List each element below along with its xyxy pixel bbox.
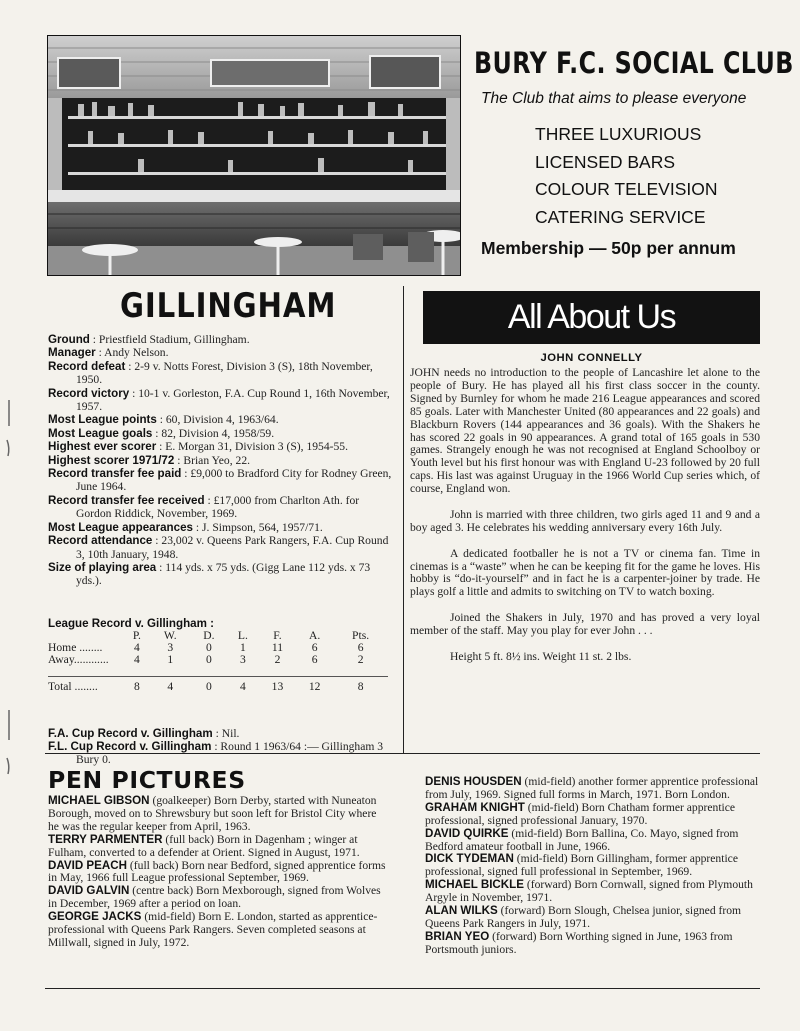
table-header: P. xyxy=(132,629,141,642)
record-attendance: Record attendance : 23,002 v. Queens Park Rangers, F.A. Cup Round 3, 10th January, 1948. xyxy=(48,534,389,561)
row-label: Away............ xyxy=(48,653,109,666)
table-cell: 1 xyxy=(240,641,246,654)
record-most-points: Most League points : 60, Division 4, 1963/64. xyxy=(48,413,279,427)
table-cell: 1 xyxy=(167,653,174,666)
pen-pictures-left-column xyxy=(48,795,388,950)
table-header: L. xyxy=(237,629,248,642)
table-cell: 0 xyxy=(205,653,212,666)
height-weight: Height 5 ft. 8½ ins. Weight 11 st. 2 lbs. xyxy=(450,649,632,663)
pen-picture: GEORGE JACKS (mid-field) Born E. London, started as apprentice-professional with Queens Park Rangers. Seven completed seasons at Millwall, signed in July, 1972. xyxy=(48,910,378,949)
pen-pictures-title: PEN PICTURES xyxy=(48,766,246,794)
record-most-goals: Most League goals : 82, Division 4, 1958/59. xyxy=(48,426,275,440)
about-banner-title: All About Us xyxy=(507,298,676,336)
record-playing-area: Size of playing area : 114 yds. x 75 yds. (Gigg Lane 112 yds. x 73 yds.). xyxy=(48,560,371,588)
table-cell: 2 xyxy=(274,653,281,666)
about-article xyxy=(410,367,760,677)
pen-picture: DAVID PEACH (full back) Born near Bedford, signed apprentice forms in May, 1966 full League professional September, 1969. xyxy=(48,858,386,885)
record-victory: Record victory : 10-1 v. Gorleston, F.A. Cup Round 1, 16th November, 1957. xyxy=(48,386,390,414)
feature-item: COLOUR TELEVISION xyxy=(535,179,718,199)
pen-picture: MICHAEL BICKLE (forward) Born Cornwall, signed from Plymouth Argyle in November, 1971. xyxy=(425,878,753,905)
table-header: D. xyxy=(203,629,215,642)
table-cell: 4 xyxy=(134,653,140,666)
pen-picture: TERRY PARMENTER (full back) Born in Dagenham ; winger at Fulham, converted to a defender at Orient. Signed in August, 1971. xyxy=(48,832,360,859)
record-fee-received: Record transfer fee received : £17,000 from Charlton Ath. for Gordon Riddick, November, 1969. xyxy=(48,493,360,521)
column-divider xyxy=(403,286,404,754)
social-club-bar-photo xyxy=(47,35,461,276)
table-header: F. xyxy=(273,629,282,642)
pen-picture: ALAN WILKS (forward) Born Slough, Chelsea junior, signed from Queens Park Rangers in July, 1971. xyxy=(425,904,742,930)
pen-picture: DENIS HOUSDEN (mid-field) another former apprentice professional from July, 1969. Signed full forms in March, 1971. Born London. xyxy=(425,775,759,801)
table-cell: 4 xyxy=(134,641,140,654)
player-name: JOHN CONNELLY xyxy=(540,352,643,364)
table-cell: 3 xyxy=(167,641,174,654)
pen-picture: BRIAN YEO (forward) Born Worthing signed in June, 1963 from Portsmouth juniors. xyxy=(425,929,733,956)
table-cell: 8 xyxy=(333,676,388,694)
table-cell: 6 xyxy=(311,653,318,666)
table-total-row xyxy=(48,676,388,694)
social-club-tagline: The Club that aims to please everyone xyxy=(481,90,747,107)
table-cell: 11 xyxy=(271,641,284,654)
table-cell: 3 xyxy=(240,653,246,666)
cup-records xyxy=(48,728,398,766)
record-manager: Manager : Andy Nelson. xyxy=(48,346,169,360)
bottom-divider xyxy=(45,988,760,989)
table-spacer xyxy=(48,666,388,676)
league-record-title: League Record v. Gillingham : xyxy=(48,617,214,630)
fa-cup-record: F.A. Cup Record v. Gillingham : Nil. xyxy=(48,727,240,740)
pen-pictures-right-column xyxy=(425,776,765,957)
table-cell: 0 xyxy=(191,676,227,694)
gillingham-title: GILLINGHAM xyxy=(120,286,337,326)
pen-picture: GRAHAM KNIGHT (mid-field) Born Chatham former apprentice professional, signed professional January, 1970. xyxy=(425,800,736,827)
fl-cup-record: F.L. Cup Record v. Gillingham : Round 1 1963/64 :— Gillingham 3 Bury 0. xyxy=(48,739,384,766)
table-cell: 6 xyxy=(311,641,318,654)
pen-picture: MICHAEL GIBSON (goalkeeper) Born Derby, started with Nuneaton Borough, moved on to Shrewsbury but soon left for Bristol City where he was the regular keeper from April, 1963. xyxy=(48,794,377,833)
record-highest-scorer: Highest ever scorer : E. Morgan 31, Division 3 (S), 1954-55. xyxy=(48,440,348,454)
article-paragraph: A dedicated footballer he is not a TV or cinema fan. Time in cinemas is a “waste” when he can be keeping fit for the game he loves. His hobby is “do-it-yourself” and in fact he is a carpenter-joiner by trade. He plays golf a little and admits to switching on TV to watch boxing. xyxy=(410,546,760,599)
margin-mark xyxy=(4,708,12,744)
row-label: Home ........ xyxy=(48,641,103,654)
record-defeat: Record defeat : 2-9 v. Notts Forest, Division 3 (S), 18th November, 1950. xyxy=(48,359,373,387)
article-paragraph: JOHN needs no introduction to the people of Lancashire let alone to the people of Bury. He has played all his first class soccer in the county. Signed by Burnley for whom he made 216 League appearances and scored 85 goals. Later with Manchester United (80 appearances and 22 goals) and Blackburn Rovers (144 appearances and 36 goals). With the Shakers he has scored 22 goals in 90 appearances. A grand total of 165 goals in 530 games. Strangely enough he was not recognised at England Schoolboy or Youth level but his first honour was with England U-23 followed by 20 full caps. His last was against Uruguay in the 1966 World Cup series which, of course, England won. xyxy=(410,366,760,496)
margin-mark xyxy=(4,398,12,434)
table-cell: 2 xyxy=(357,653,364,666)
record-season-scorer: Highest scorer 1971/72 : Brian Yeo, 22. xyxy=(48,453,251,467)
feature-item: CATERING SERVICE xyxy=(535,206,706,227)
social-club-features xyxy=(535,121,718,231)
record-ground: Ground : Priestfield Stadium, Gillingham. xyxy=(48,333,250,346)
pen-picture: DAVID GALVIN (centre back) Born Mexborough, signed from Wolves in December, 1969 after a period on loan. xyxy=(48,884,381,911)
membership-price: Membership — 50p per annum xyxy=(481,238,736,258)
table-cell: 13 xyxy=(259,676,296,694)
article-paragraph: John is married with three children, two girls aged 11 and 9 and a boy aged 3. He celebrates his wedding anniversary every 16th July. xyxy=(410,507,760,534)
social-club-title: BURY F.C. SOCIAL CLUB xyxy=(474,46,794,80)
pen-picture: DAVID QUIRKE (mid-field) Born Ballina, Co. Mayo, signed from Bedford amateur football in June, 1966. xyxy=(425,826,739,853)
table-header: A. xyxy=(308,629,321,642)
feature-item: THREE LUXURIOUS xyxy=(535,124,702,144)
table-cell: 12 xyxy=(296,676,333,694)
table-row xyxy=(48,654,388,666)
record-fee-paid: Record transfer fee paid : £9,000 to Bradford City for Rodney Green, June 1964. xyxy=(48,467,392,494)
record-appearances: Most League appearances : J. Simpson, 564, 1957/71. xyxy=(48,520,323,534)
feature-item: LICENSED BARS xyxy=(535,151,676,172)
table-cell: 0 xyxy=(205,641,212,654)
row-label: Total ........ xyxy=(48,676,124,694)
table-cell: 4 xyxy=(150,676,191,694)
league-record-table xyxy=(48,630,388,694)
table-cell: 8 xyxy=(124,676,150,694)
table-cell: 6 xyxy=(357,641,364,654)
table-header: Pts. xyxy=(352,629,370,642)
gillingham-records xyxy=(48,333,396,588)
table-cell: 4 xyxy=(227,676,259,694)
table-header: W. xyxy=(163,629,177,642)
article-paragraph: Joined the Shakers in July, 1970 and has proved a very loyal member of the staff. May you play for ever John . . . xyxy=(410,611,760,638)
pen-picture: DICK TYDEMAN (mid-field) Born Gillingham, former apprentice professional, signed full professional in September, 1969. xyxy=(425,852,738,879)
